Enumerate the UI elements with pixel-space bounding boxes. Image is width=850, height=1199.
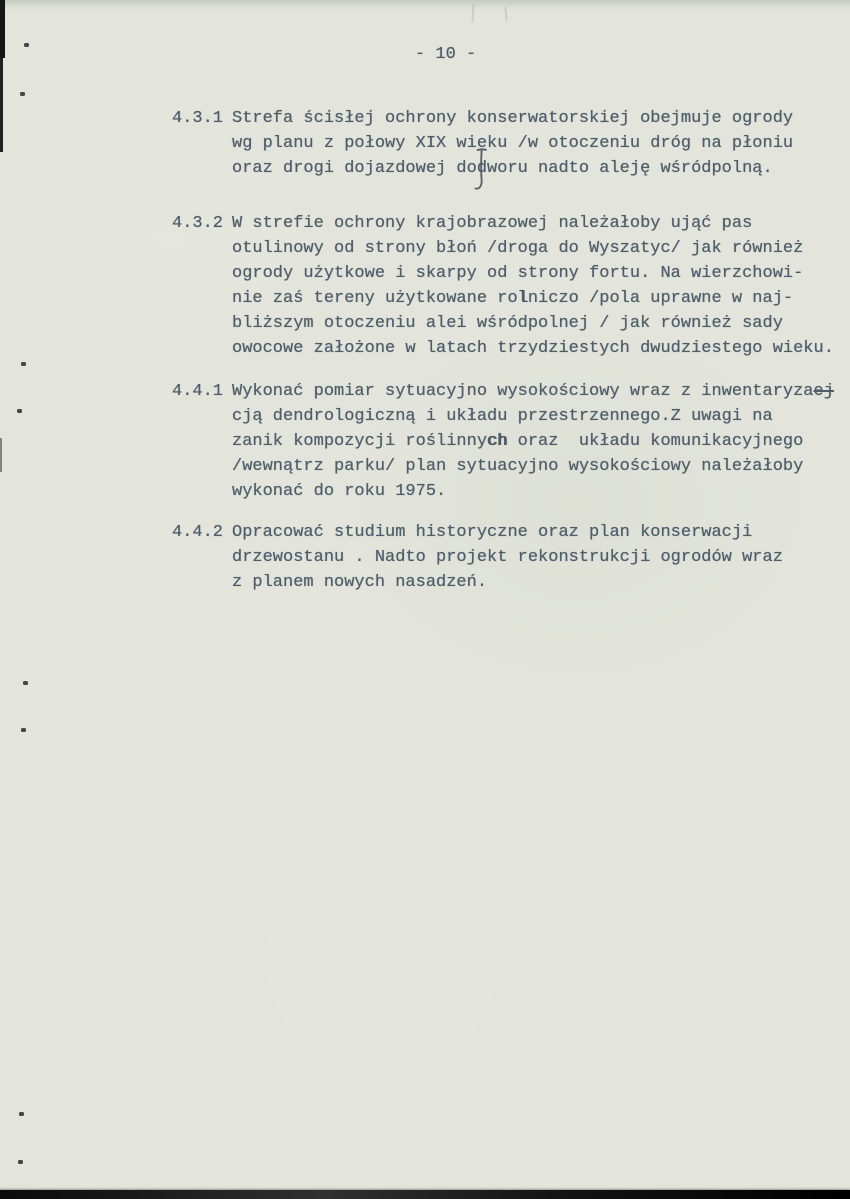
paragraph-4.3.2: [172, 211, 834, 361]
text-line: Strefa ścisłej ochrony konserwatorskiej obejmuje ogrody: [232, 109, 794, 128]
scan-artifact-dot: [21, 362, 26, 366]
scan-edge-top: [0, 0, 850, 12]
text-line: zanik kompozycji roślinnych oraz układu komunikacyjnego: [232, 432, 804, 451]
text-line: drzewostanu . Nadto projekt rekonstrukcji ogrodów wraz: [232, 548, 783, 567]
text-line: Wykonać pomiar sytuacyjno wysokościowy wraz z inwentaryzaej: [232, 382, 834, 401]
scan-artifact-dot: [19, 1112, 24, 1116]
scan-artifact-dot: [23, 681, 28, 685]
paragraph-4.4.1: [172, 379, 834, 504]
text-line: W strefie ochrony krajobrazowej należałoby ująć pas: [232, 214, 753, 233]
text-line: wykonać do roku 1975.: [232, 482, 447, 501]
scan-artifact-dot: [21, 728, 26, 732]
text-line: bliższym otoczeniu alei wśródpolnej / jak również sady: [232, 314, 783, 333]
text-line: wg planu z połowy XIX wieku /w otoczeniu dróg na płoniu: [232, 134, 794, 153]
text-line: ogrody użytkowe i skarpy od strony fortu. Na wierzchowi-: [232, 264, 804, 283]
scan-artifact-dot: [18, 1160, 23, 1164]
text-line: owocowe założone w latach trzydziestych dwudziestego wieku.: [232, 339, 834, 358]
paragraph-text: [232, 520, 783, 595]
paragraph-number: 4.3.2: [172, 214, 224, 233]
scan-edge-mark: [0, 0, 5, 58]
text-line: z planem nowych nasadzeń.: [232, 573, 488, 592]
paragraph-text: [232, 379, 834, 504]
text-line: otulinowy od strony błoń /droga do Wyszatyc/ jak również: [232, 239, 804, 258]
text-line: cją dendrologiczną i układu przestrzennego.Z uwagi na: [232, 407, 773, 426]
paragraph-number: 4.4.2: [172, 523, 224, 542]
scan-artifact-dot: [20, 92, 25, 96]
text-line: oraz drogi dojazdowej dodworu nadto aleję wśródpolną.: [232, 159, 773, 178]
handwritten-insertion-mark: [472, 147, 492, 193]
text-line: /wewnątrz parku/ plan sytuacyjno wysokościowy należałoby: [232, 457, 804, 476]
pencil-smudge: [471, 4, 474, 22]
text-line: nie zaś tereny użytkowane rolniczo /pola uprawne w naj-: [232, 289, 794, 308]
paragraph-4.4.2: [172, 520, 783, 595]
paragraph-text: [232, 211, 834, 361]
page-number: - 10 -: [415, 45, 477, 64]
text-line: Opracować studium historyczne oraz plan konserwacji: [232, 523, 753, 542]
scan-artifact-dot: [17, 409, 22, 413]
scan-edge-mark: [0, 438, 2, 472]
scan-edge-bottom: [0, 1190, 850, 1199]
scan-artifact-dot: [24, 43, 29, 47]
paragraph-text: [232, 106, 793, 181]
paragraph-number: 4.3.1: [172, 109, 224, 128]
scan-edge-mark: [0, 58, 3, 152]
paragraph-number: 4.4.1: [172, 382, 224, 401]
